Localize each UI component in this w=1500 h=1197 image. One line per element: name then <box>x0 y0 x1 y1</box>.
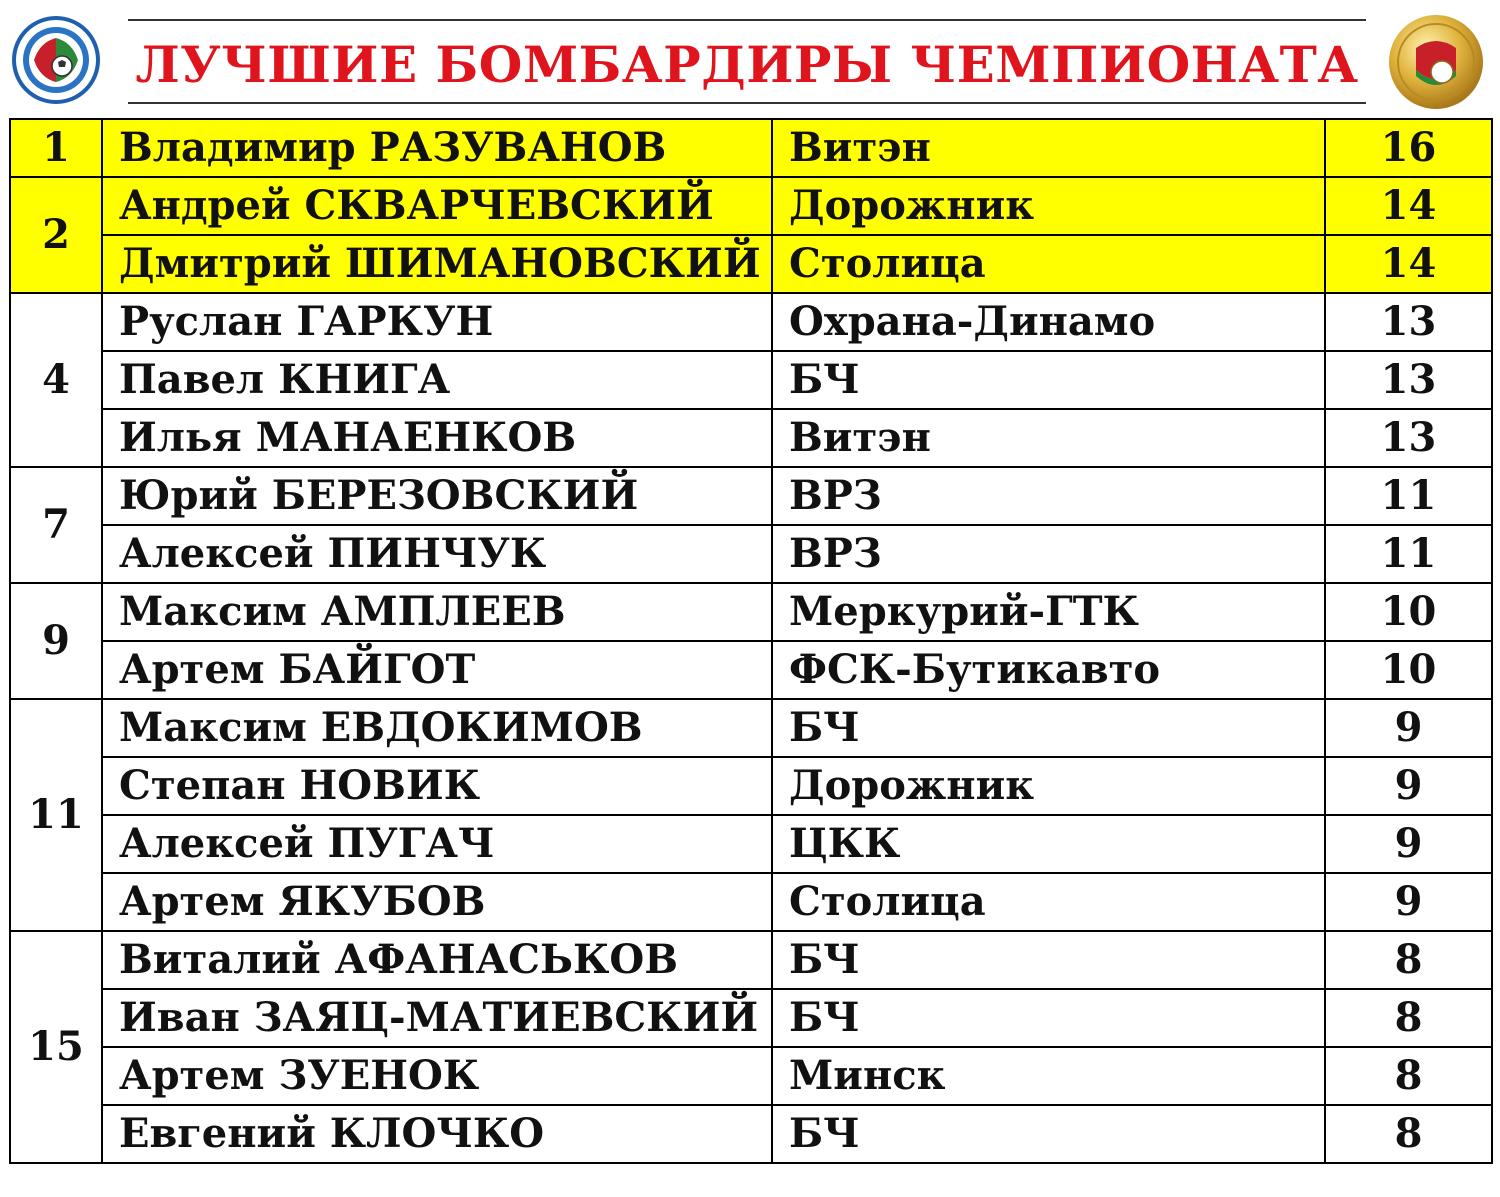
table-row <box>10 989 1492 1047</box>
goals-cell: 9 <box>1325 815 1492 873</box>
goals-cell: 13 <box>1325 351 1492 409</box>
player-name-cell: Алексей ПУГАЧ <box>102 815 772 873</box>
header <box>0 0 1500 115</box>
team-cell: ВРЗ <box>772 525 1325 583</box>
player-name-cell: Илья МАНАЕНКОВ <box>102 409 772 467</box>
goals-cell: 10 <box>1325 641 1492 699</box>
goals-cell: 8 <box>1325 1105 1492 1163</box>
table-row <box>10 467 1492 525</box>
goals-cell: 8 <box>1325 1047 1492 1105</box>
scorers-table-body <box>10 119 1492 1163</box>
table-row <box>10 119 1492 177</box>
goals-cell: 14 <box>1325 235 1492 293</box>
team-cell: БЧ <box>772 699 1325 757</box>
table-row <box>10 757 1492 815</box>
team-cell: Дорожник <box>772 177 1325 235</box>
team-cell: БЧ <box>772 931 1325 989</box>
player-name-cell: Виталий АФАНАСЬКОВ <box>102 931 772 989</box>
table-row <box>10 525 1492 583</box>
table-row <box>10 931 1492 989</box>
player-name-cell: Артем ЗУЕНОК <box>102 1047 772 1105</box>
championship-medal-icon <box>1386 8 1486 114</box>
player-name-cell: Руслан ГАРКУН <box>102 293 772 351</box>
goals-cell: 9 <box>1325 757 1492 815</box>
player-name-cell: Юрий БЕРЕЗОВСКИЙ <box>102 467 772 525</box>
player-name-cell: Иван ЗАЯЦ-МАТИЕВСКИЙ <box>102 989 772 1047</box>
table-row <box>10 641 1492 699</box>
team-cell: Витэн <box>772 409 1325 467</box>
goals-cell: 9 <box>1325 873 1492 931</box>
team-cell: БЧ <box>772 989 1325 1047</box>
goals-cell: 11 <box>1325 467 1492 525</box>
place-cell: 2 <box>10 177 102 293</box>
table-row <box>10 293 1492 351</box>
table-row <box>10 583 1492 641</box>
place-cell: 11 <box>10 699 102 931</box>
place-cell: 1 <box>10 119 102 177</box>
player-name-cell: Артем БАЙГОТ <box>102 641 772 699</box>
place-cell: 7 <box>10 467 102 583</box>
place-cell: 4 <box>10 293 102 467</box>
player-name-cell: Максим АМПЛЕЕВ <box>102 583 772 641</box>
team-cell: Меркурий-ГТК <box>772 583 1325 641</box>
team-cell: БЧ <box>772 351 1325 409</box>
player-name-cell: Евгений КЛОЧКО <box>102 1105 772 1163</box>
table-row <box>10 699 1492 757</box>
team-cell: ЦКК <box>772 815 1325 873</box>
goals-cell: 11 <box>1325 525 1492 583</box>
team-cell: Минск <box>772 1047 1325 1105</box>
team-cell: Витэн <box>772 119 1325 177</box>
goals-cell: 8 <box>1325 989 1492 1047</box>
table-row <box>10 409 1492 467</box>
team-cell: ФСК-Бутикавто <box>772 641 1325 699</box>
goals-cell: 13 <box>1325 293 1492 351</box>
goals-cell: 9 <box>1325 699 1492 757</box>
player-name-cell: Степан НОВИК <box>102 757 772 815</box>
player-name-cell: Дмитрий ШИМАНОВСКИЙ <box>102 235 772 293</box>
team-cell: БЧ <box>772 1105 1325 1163</box>
table-row <box>10 1047 1492 1105</box>
table-row <box>10 815 1492 873</box>
header-bottom-rule <box>128 102 1366 104</box>
player-name-cell: Владимир РАЗУВАНОВ <box>102 119 772 177</box>
player-name-cell: Артем ЯКУБОВ <box>102 873 772 931</box>
federation-emblem-icon <box>10 14 102 106</box>
table-row <box>10 873 1492 931</box>
table-row <box>10 1105 1492 1163</box>
team-cell: ВРЗ <box>772 467 1325 525</box>
goals-cell: 13 <box>1325 409 1492 467</box>
table-row <box>10 351 1492 409</box>
team-cell: Дорожник <box>772 757 1325 815</box>
table-row <box>10 235 1492 293</box>
player-name-cell: Андрей СКВАРЧЕВСКИЙ <box>102 177 772 235</box>
team-cell: Столица <box>772 873 1325 931</box>
goals-cell: 14 <box>1325 177 1492 235</box>
goals-cell: 16 <box>1325 119 1492 177</box>
team-cell: Охрана-Динамо <box>772 293 1325 351</box>
scorers-table <box>9 118 1493 1164</box>
goals-cell: 10 <box>1325 583 1492 641</box>
header-top-rule <box>128 19 1366 21</box>
team-cell: Столица <box>772 235 1325 293</box>
table-row <box>10 177 1492 235</box>
page-title: ЛУЧШИЕ БОМБАРДИРЫ ЧЕМПИОНАТА <box>135 35 1359 94</box>
place-cell: 9 <box>10 583 102 699</box>
player-name-cell: Алексей ПИНЧУК <box>102 525 772 583</box>
goals-cell: 8 <box>1325 931 1492 989</box>
player-name-cell: Павел КНИГА <box>102 351 772 409</box>
place-cell: 15 <box>10 931 102 1163</box>
player-name-cell: Максим ЕВДОКИМОВ <box>102 699 772 757</box>
